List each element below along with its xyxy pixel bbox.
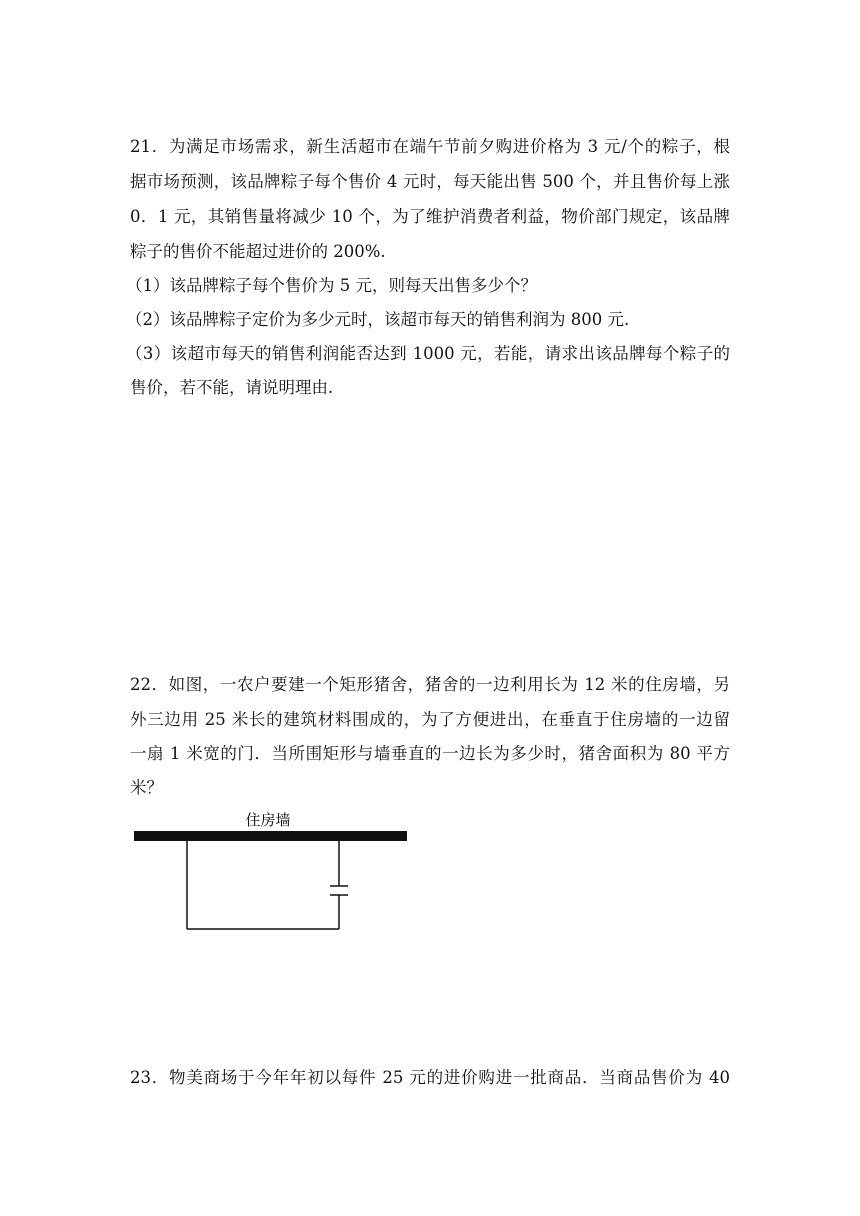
q21-line-2: 据市场预测，该品牌粽子每个售价 4 元时，每天能出售 500 个，并且售价每上涨 xyxy=(130,172,730,191)
q22-line-1: 22．如图，一农户要建一个矩形猪舍，猪舍的一边利用长为 12 米的住房墙，另 xyxy=(130,675,730,694)
q22-line-4: 米？ xyxy=(130,778,163,797)
q21-sub-question-1: （1）该品牌粽子每个售价为 5 元，则每天出售多少个？ xyxy=(126,276,537,295)
house-wall xyxy=(134,831,407,841)
q21-line-1: 21．为满足市场需求，新生活超市在端午节前夕购进价格为 3 元/个的粽子，根 xyxy=(130,137,730,156)
q21-sub-question-3-line-1: （3）该超市每天的销售利润能否达到 1000 元，若能，请求出该品牌每个粽子的 xyxy=(126,344,730,363)
pig-pen-diagram xyxy=(130,808,420,938)
q21-line-3: 0．1 元，其销售量将减少 10 个，为了维护消费者利益，物价部门规定，该品牌 xyxy=(130,207,730,226)
q22-line-2: 外三边用 25 米长的建筑材料围成的，为了方便进出，在垂直于住房墙的一边留 xyxy=(130,710,730,729)
q21-line-4: 粽子的售价不能超过进价的 200%. xyxy=(130,242,386,261)
q21-sub-question-3-line-2: 售价，若不能，请说明理由. xyxy=(130,378,334,397)
q22-line-3: 一扇 1 米宽的门．当所围矩形与墙垂直的一边长为多少时，猪舍面积为 80 平方 xyxy=(130,744,730,763)
q21-sub-question-2: （2）该品牌粽子定价为多少元时，该超市每天的销售利润为 800 元. xyxy=(126,310,630,329)
q23-line-1: 23．物美商场于今年年初以每件 25 元的进价购进一批商品．当商品售价为 40 xyxy=(130,1068,730,1087)
wall-label: 住房墙 xyxy=(245,811,291,829)
